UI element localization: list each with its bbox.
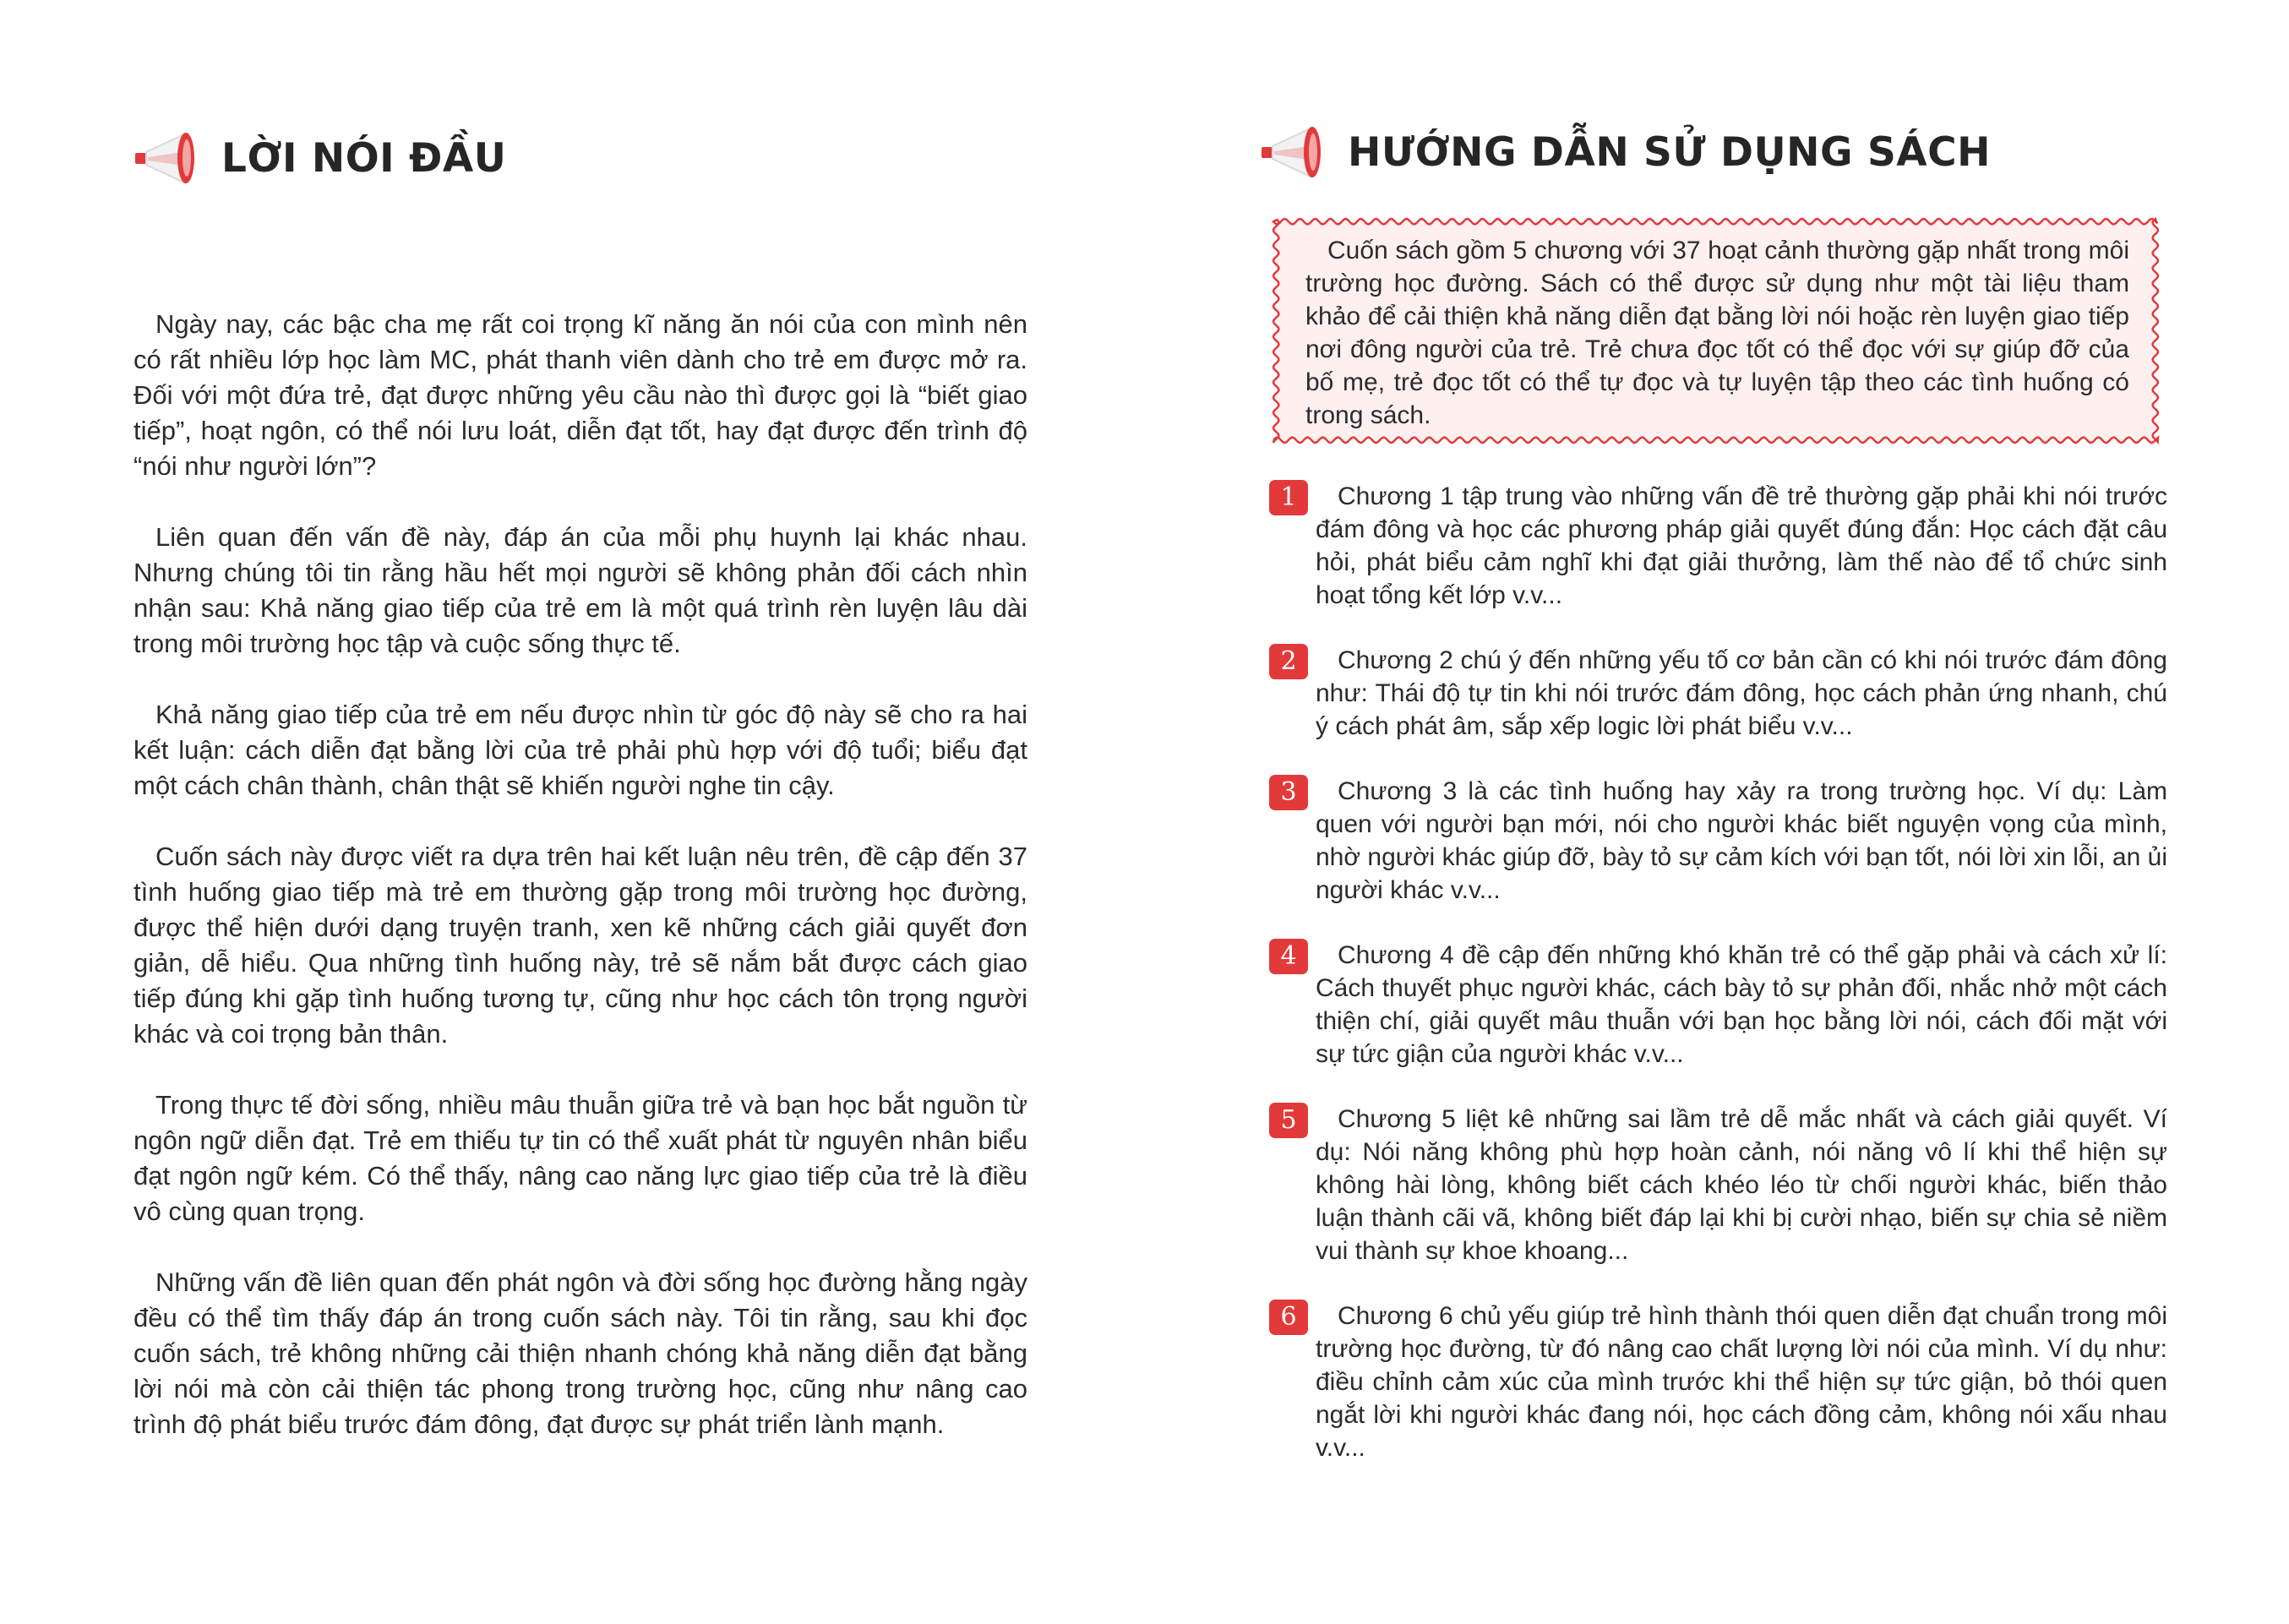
chapter-description: Chương 4 đề cập đến những khó khăn trẻ có thể gặp phải và cách xử lí: Cách thuyết phục người khác, cách bày tỏ sự phản đối, nhắc nhở một cách thiện chí, giải quyết mâu thuẫn với bạn học bằng lời nói, cách đối mặt với sự tức giận của người khác v.v... — [1316, 941, 2167, 1068]
chapter-number-badge: 1 — [1269, 480, 1308, 515]
chapter-number-badge: 6 — [1269, 1300, 1308, 1335]
chapter-number-badge: 3 — [1269, 775, 1308, 810]
chapter-item — [1269, 1300, 2167, 1464]
foreword-paragraph: Ngày nay, các bậc cha mẹ rất coi trọng kĩ năng ăn nói của con mình nên có rất nhiều lớp học làm MC, phát thanh viên dành cho trẻ em được mở ra. Đối với một đứa trẻ, đạt được những yêu cầu nào thì được gọi là “biết giao tiếp”, hoạt ngôn, có thể nói lưu loát, diễn đạt tốt, hay đạt được đến trình độ “nói như người lớn”? — [134, 309, 1027, 481]
chapter-description: Chương 2 chú ý đến những yếu tố cơ bản cần có khi nói trước đám đông như: Thái độ tự tin khi nói trước đám đông, học cách phản ứng nhanh, chú ý cách phát âm, sắp xếp logic lời phát biểu v.v... — [1316, 646, 2167, 740]
megaphone-icon — [1260, 123, 1334, 182]
chapter-item — [1269, 775, 2167, 907]
megaphone-icon — [134, 128, 208, 188]
page-title: HƯỚNG DẪN SỬ DỤNG SÁCH — [1348, 128, 1992, 176]
foreword-paragraph: Khả năng giao tiếp của trẻ em nếu được nhìn từ góc độ này sẽ cho ra hai kết luận: cách diễn đạt bằng lời của trẻ phải phù hợp với độ tuổi; biểu đạt một cách chân thành, chân thật sẽ khiến người nghe tin cậy. — [134, 700, 1027, 800]
intro-text: Cuốn sách gồm 5 chương với 37 hoạt cảnh thường gặp nhất trong môi trường học đường. Sách có thể được sử dụng như một tài liệu tham khảo để cải thiện khả năng diễn đạt bằng lời nói hoặc rèn luyện giao tiếp nơi đông người của trẻ. Trẻ chưa đọc tốt có thể đọc với sự giúp đỡ của bố mẹ, trẻ đọc tốt có thể tự đọc và tự luyện tập theo các tình huống có trong sách. — [1305, 237, 2129, 429]
chapter-description: Chương 6 chủ yếu giúp trẻ hình thành thói quen diễn đạt chuẩn trong môi trường học đường, từ đó nâng cao chất lượng lời nói của mình. Ví dụ như: điều chỉnh cảm xúc của mình trước khi thể hiện sự tức giận, bỏ thói quen ngắt lời khi người khác đang nói, học cách đồng cảm, không nói xấu nhau v.v... — [1316, 1302, 2167, 1462]
chapter-description: Chương 1 tập trung vào những vấn đề trẻ thường gặp phải khi nói trước đám đông và học các phương pháp giải quyết đúng đắn: Học cách đặt câu hỏi, phát biểu cảm nghĩ khi đạt giải thưởng, làm thế nào để tổ chức sinh hoạt tổng kết lớp v.v... — [1316, 482, 2167, 609]
chapter-description: Chương 3 là các tình huống hay xảy ra trong trường học. Ví dụ: Làm quen với người bạn mới, nói cho người khác biết nguyện vọng của mình, nhờ người khác giúp đỡ, bày tỏ sự cảm kích với bạn tốt, nói lời xin lỗi, an ủi người khác v.v... — [1316, 777, 2167, 904]
chapter-item — [1269, 480, 2167, 612]
right-page — [1144, 0, 2289, 1624]
intro-box — [1270, 215, 2161, 446]
chapter-number-badge: 5 — [1269, 1103, 1308, 1138]
foreword-paragraph: Cuốn sách này được viết ra dựa trên hai kết luận nêu trên, đề cập đến 37 tình huống giao tiếp mà trẻ em thường gặp trong môi trường học đường, được thể hiện dưới dạng truyện tranh, xen kẽ những cách giải quyết đơn giản, dễ hiểu. Qua những tình huống này, trẻ sẽ nắm bắt được cách giao tiếp đúng khi gặp tình huống tương tự, cũng như học cách tôn trọng người khác và coi trọng bản thân. — [134, 842, 1027, 1049]
foreword-paragraph: Những vấn đề liên quan đến phát ngôn và đời sống học đường hằng ngày đều có thể tìm thấy đáp án trong cuốn sách này. Tôi tin rằng, sau khi đọc cuốn sách, trẻ không những cải thiện nhanh chóng khả năng diễn đạt bằng lời nói mà còn cải thiện tác phong trong trường học, cũng như nâng cao trình độ phát biểu trước đám đông, đạt được sự phát triển lành mạnh. — [134, 1267, 1027, 1439]
chapter-number-badge: 2 — [1269, 644, 1308, 679]
chapter-item — [1269, 644, 2167, 743]
foreword-body — [134, 307, 1027, 1478]
page-title: LỜI NÓI ĐẦU — [221, 134, 507, 182]
foreword-paragraph: Trong thực tế đời sống, nhiều mâu thuẫn giữa trẻ và bạn học bắt nguồn từ ngôn ngữ diễn đạt. Trẻ em thiếu tự tin có thể xuất phát từ nguyên nhân biểu đạt ngôn ngữ kém. Có thể thấy, nâng cao năng lực giao tiếp của trẻ là điều vô cùng quan trọng. — [134, 1090, 1027, 1226]
chapter-item — [1269, 939, 2167, 1071]
chapter-item — [1269, 1103, 2167, 1267]
left-page — [0, 0, 1144, 1624]
foreword-heading — [134, 128, 506, 188]
chapter-list — [1269, 480, 2167, 1496]
chapter-description: Chương 5 liệt kê những sai lầm trẻ dễ mắc nhất và cách giải quyết. Ví dụ: Nói năng không phù hợp hoàn cảnh, nói năng vô lí khi thể hiện sự không hài lòng, không biết cách khéo léo từ chối người khác, biến thảo luận thành cãi vã, không biết đáp lại khi bị cười nhạo, biến sự chia sẻ niềm vui thành sự khoe khoang... — [1316, 1105, 2167, 1265]
guide-heading — [1260, 123, 1991, 182]
foreword-paragraph: Liên quan đến vấn đề này, đáp án của mỗi phụ huynh lại khác nhau. Nhưng chúng tôi tin rằng hầu hết mọi người sẽ không phản đối cách nhìn nhận sau: Khả năng giao tiếp của trẻ em là một quá trình rèn luyện lâu dài trong môi trường học tập và cuộc sống thực tế. — [134, 522, 1027, 658]
chapter-number-badge: 4 — [1269, 939, 1308, 974]
